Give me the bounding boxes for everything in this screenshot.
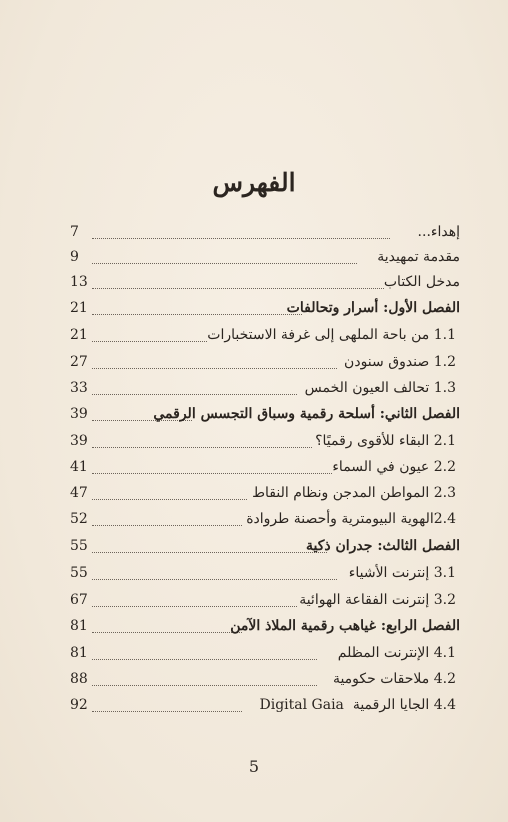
toc-page-number: 81 <box>70 645 88 661</box>
leader-dots <box>92 525 242 526</box>
toc-entry-2-1 <box>0 429 508 453</box>
leader-dots <box>92 552 327 553</box>
toc-page-number: 47 <box>70 485 88 501</box>
toc-page-number: 81 <box>70 618 88 634</box>
toc-label: 4.2 ملاحقات حكومية <box>332 671 456 687</box>
leader-dots <box>92 263 357 264</box>
page-number: 5 <box>248 757 260 776</box>
toc-page-number: 39 <box>70 433 88 449</box>
toc-entry-introduction <box>0 245 508 269</box>
toc-page-number: 27 <box>70 354 88 370</box>
toc-entry-4-2 <box>0 667 508 691</box>
toc-label-with-latin <box>256 693 457 717</box>
toc-label: 3.1 إنترنت الأشياء <box>348 565 456 581</box>
toc-page-number: 67 <box>70 592 88 608</box>
toc-label: مقدمة تمهيدية <box>377 249 460 265</box>
toc-page-number: 39 <box>70 406 88 422</box>
toc-entry-2-2 <box>0 455 508 479</box>
toc-label: 2.4الهوية البيومترية وأحصنة طروادة <box>246 511 456 527</box>
leader-dots <box>92 499 247 500</box>
toc-entry-chapter-2 <box>0 402 508 426</box>
leader-dots <box>92 473 332 474</box>
toc-entry-chapter-4 <box>0 614 508 638</box>
toc-entry-1-1 <box>0 323 508 347</box>
leader-dots <box>92 394 297 395</box>
toc-entry-1-3 <box>0 376 508 400</box>
toc-page-number: 7 <box>70 224 79 240</box>
toc-label: 2.2 عيون في السماء <box>332 459 456 475</box>
toc-entry-3-1 <box>0 561 508 585</box>
toc-label: 4.4 الجايا الرقمية <box>352 697 456 713</box>
toc-page-number: 92 <box>70 697 88 713</box>
toc-page-number: 9 <box>70 249 79 265</box>
toc-page-number: 41 <box>70 459 88 475</box>
toc-page-number: 33 <box>70 380 88 396</box>
leader-dots <box>92 368 337 369</box>
toc-label: 1.3 تحالف العيون الخمس <box>304 380 456 396</box>
leader-dots <box>92 447 312 448</box>
toc-label: إهداء... <box>417 224 460 240</box>
toc-label: 2.3 المواطن المدجن ونظام النقاط <box>252 485 456 501</box>
toc-entry-4-4 <box>0 693 508 717</box>
toc-label: 3.2 إنترنت الفقاعة الهوائية <box>299 592 456 608</box>
toc-label: 1.2 صندوق سنودن <box>344 354 456 370</box>
toc-label: مدخل الكتاب <box>383 274 460 290</box>
toc-entry-3-2 <box>0 588 508 612</box>
leader-dots <box>92 659 317 660</box>
toc-label-latin: Digital Gaia <box>259 697 344 713</box>
toc-page-number: 21 <box>70 300 88 316</box>
leader-dots <box>92 579 337 580</box>
toc-page-number: 52 <box>70 511 88 527</box>
toc-entry-1-2 <box>0 350 508 374</box>
toc-page-number: 21 <box>70 327 88 343</box>
toc-label: 4.1 الإنترنت المظلم <box>337 645 456 661</box>
toc-page-number: 13 <box>70 274 88 290</box>
toc-page-number: 88 <box>70 671 88 687</box>
page-title: الفهرس <box>212 168 296 197</box>
toc-label: الفصل الرابع: غياهب رقمية الملاذ الآمن <box>230 618 460 634</box>
leader-dots <box>92 314 302 315</box>
toc-label: 2.1 البقاء للأقوى رقميًا؟ <box>315 433 456 449</box>
toc-entry-4-1 <box>0 641 508 665</box>
toc-entry-dedication <box>0 220 508 244</box>
toc-entry-chapter-1 <box>0 296 508 320</box>
leader-dots <box>92 606 297 607</box>
leader-dots <box>92 632 242 633</box>
leader-dots <box>92 238 390 239</box>
toc-entry-2-4 <box>0 507 508 531</box>
leader-dots <box>92 711 242 712</box>
toc-entry-2-3 <box>0 481 508 505</box>
toc-entry-book-entrance <box>0 270 508 294</box>
leader-dots <box>92 288 384 289</box>
toc-label: 1.1 من باحة الملهى إلى غرفة الاستخبارات <box>207 327 456 343</box>
toc-label: الفصل الثاني: أسلحة رقمية وسباق التجسس الرقمي <box>153 406 460 422</box>
toc-label: الفصل الثالث: جدران ذكية <box>306 538 460 554</box>
toc-label: الفصل الأول: أسرار وتحالفات <box>286 300 460 316</box>
leader-dots <box>92 685 317 686</box>
toc-entry-chapter-3 <box>0 534 508 558</box>
leader-dots <box>92 341 207 342</box>
toc-page-number: 55 <box>70 565 88 581</box>
toc-page-number: 55 <box>70 538 88 554</box>
